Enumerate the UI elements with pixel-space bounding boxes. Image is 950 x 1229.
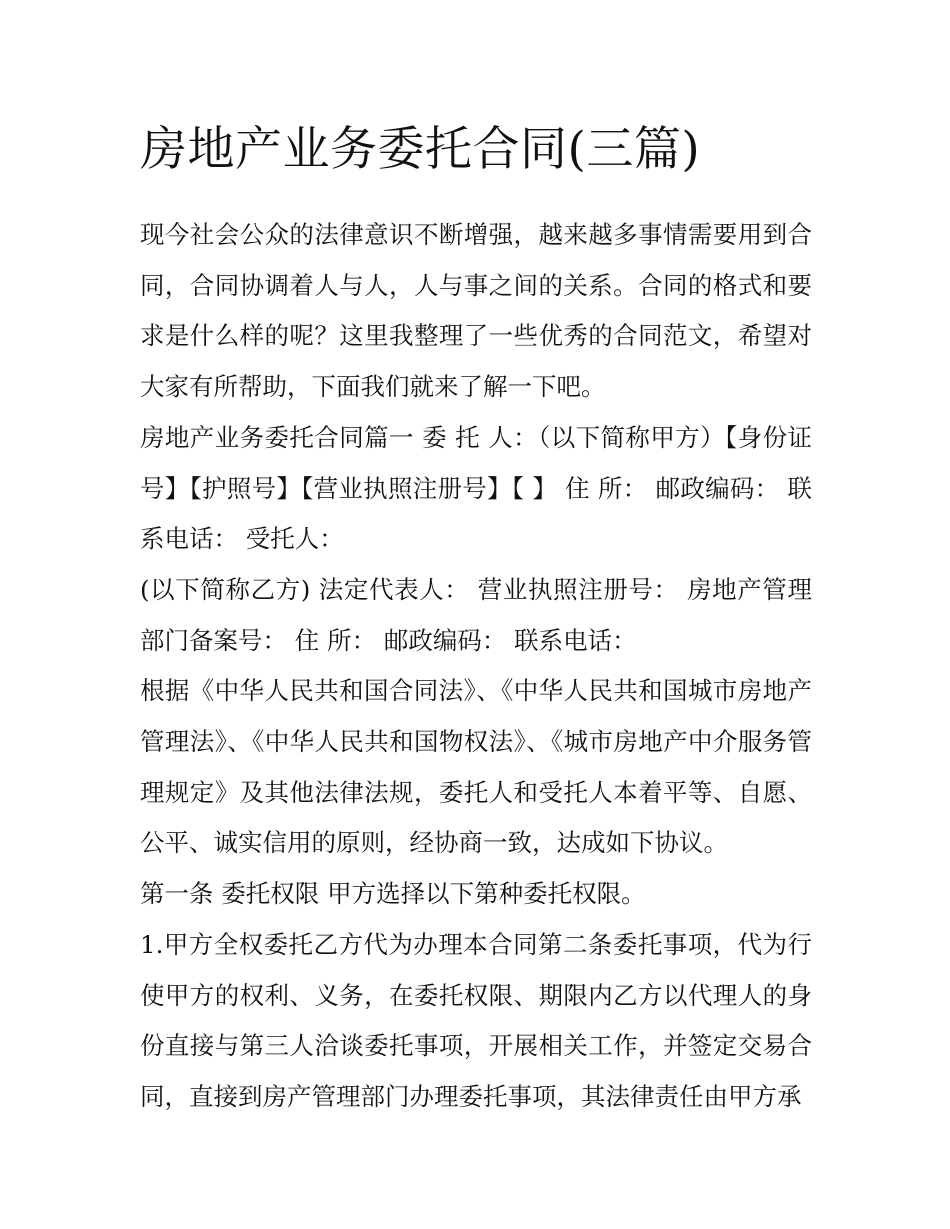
paragraph-legal-basis: 根据《中华人民共和国合同法》、《中华人民共和国城市房地产管理法》、《中华人民共和国物权法》、《城市房地产中介服务管理规定》及其他法律法规，委托人和受托人本着平等、自愿、公平、诚实信用的原则，经协商一致，达成如下协议。: [140, 676, 812, 858]
paragraph-article-one: 第一条 委托权限 甲方选择以下第种委托权限。: [140, 879, 646, 909]
document-page: [140, 112, 812, 1123]
paragraph-intro: 现今社会公众的法律意识不断增强，越来越多事情需要用到合同，合同协调着人与人，人与事之间的关系。合同的格式和要求是什么样的呢？这里我整理了一些优秀的合同范文，希望对大家有所帮助，下面我们就来了解一下吧。: [140, 220, 812, 402]
paragraph-principal-info: 房地产业务委托合同篇一 委 托 人：（以下简称甲方）【身份证号】【护照号】【营业执照注册号】【 】 住 所： 邮政编码： 联系电话： 受托人：: [140, 422, 812, 554]
paragraph-clause-one: 1.甲方全权委托乙方代为办理本合同第二条委托事项，代为行使甲方的权利、义务，在委托权限、期限内乙方以代理人的身份直接与第三人洽谈委托事项，开展相关工作，并签定交易合同，直接到房产管理部门办理委托事项，其法律责任由甲方承: [140, 929, 812, 1111]
document-title: 房地产业务委托合同(三篇): [140, 122, 701, 177]
paragraph-agent-info: (以下简称乙方) 法定代表人： 营业执照注册号： 房地产管理部门备案号： 住 所： 邮政编码： 联系电话：: [140, 574, 812, 655]
